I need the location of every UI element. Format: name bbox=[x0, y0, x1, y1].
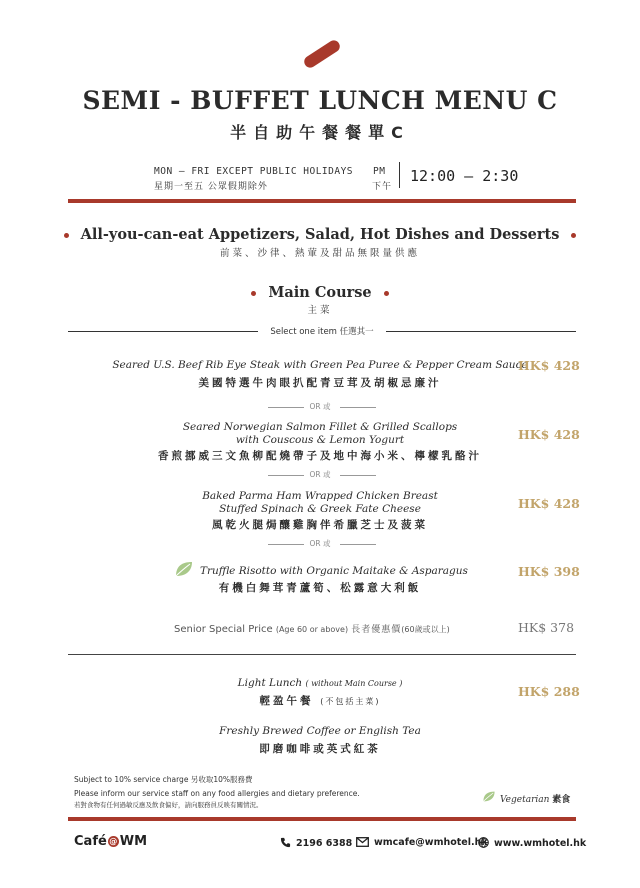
dish-4-name: Truffle Risotto with Organic Maitake & Asparagus bbox=[200, 565, 468, 577]
mail-icon bbox=[356, 837, 369, 847]
cafe-wm-logo: Café @ WM bbox=[74, 834, 148, 849]
email-contact[interactable]: wmcafe@wmhotel.hk bbox=[356, 837, 488, 848]
leaf-icon bbox=[174, 560, 194, 578]
at-icon: @ bbox=[109, 837, 118, 846]
bullet-icon bbox=[64, 233, 69, 238]
bullet-icon bbox=[571, 233, 576, 238]
bullet-icon bbox=[251, 291, 256, 296]
dish-2-name-cn: 香煎挪威三文魚柳配燒帶子及地中海小米、檸檬乳酪汁 bbox=[158, 450, 482, 462]
senior-special: Senior Special Price (Age 60 or above) 長者優惠價(60歲或以上) bbox=[174, 624, 450, 635]
buffet-heading: All-you-can-eat Appetizers, Salad, Hot Dishes and Desserts bbox=[0, 226, 640, 243]
coffee-tea: Freshly Brewed Coffee or English Tea bbox=[219, 725, 421, 737]
schedule-days: MON – FRI EXCEPT PUBLIC HOLIDAYS bbox=[154, 166, 354, 177]
globe-icon bbox=[478, 837, 489, 848]
schedule-divider bbox=[399, 162, 400, 188]
light-lunch-price: HK$ 288 bbox=[518, 684, 580, 699]
dish-3-name-cn: 風乾火腿焗釀雞胸伴希臘芝士及菠菜 bbox=[212, 519, 428, 531]
website-contact[interactable]: www.wmhotel.hk bbox=[478, 837, 586, 849]
main-course-heading-cn: 主菜 bbox=[307, 305, 333, 316]
allergy-note-cn: 若對食物有任何過敏反應及飲食偏好，請向服務員反映有關情況。 bbox=[74, 801, 263, 809]
footer-rule bbox=[68, 817, 576, 821]
leaf-icon bbox=[482, 790, 496, 803]
dish-3-name-line2: Stuffed Spinach & Greek Fate Cheese bbox=[219, 503, 421, 515]
dish-4-name-cn: 有機白舞茸青蘆筍、松露意大利飯 bbox=[218, 582, 422, 594]
senior-price: HK$ 378 bbox=[518, 620, 575, 635]
phone-icon bbox=[280, 837, 291, 848]
vegetarian-legend: Vegetarian 素食 bbox=[500, 795, 571, 805]
divider bbox=[386, 331, 576, 332]
header-rule bbox=[68, 199, 576, 203]
dish-2-name-line1: Seared Norwegian Salmon Fillet & Grilled Scallops bbox=[182, 421, 458, 433]
phone-contact[interactable]: 2196 6388 bbox=[280, 837, 352, 849]
dish-1-price: HK$ 428 bbox=[518, 358, 580, 373]
dish-2-price: HK$ 428 bbox=[518, 427, 580, 442]
brand-mark bbox=[302, 38, 342, 70]
or-separator: OR 或 bbox=[0, 538, 640, 550]
coffee-tea-cn: 即磨咖啡或英式紅茶 bbox=[259, 743, 381, 755]
dish-1-name: Seared U.S. Beef Rib Eye Steak with Green Pea Puree & Pepper Cream Sauce bbox=[112, 359, 528, 371]
buffet-heading-cn: 前菜、沙律、熱葷及甜品無限量供應 bbox=[219, 248, 420, 259]
dish-4-price: HK$ 398 bbox=[518, 564, 580, 579]
main-course-heading: Main Course bbox=[0, 284, 640, 301]
service-charge-note: Subject to 10% service charge 另收取10%服務費 bbox=[74, 775, 253, 784]
bullet-icon bbox=[384, 291, 389, 296]
dish-3-name-line1: Baked Parma Ham Wrapped Chicken Breast bbox=[202, 490, 438, 502]
section-divider bbox=[68, 654, 576, 655]
schedule-days-cn: 星期一至五 公眾假期除外 bbox=[154, 182, 268, 192]
select-label: Select one item 任選其一 bbox=[270, 327, 374, 337]
or-separator: OR 或 bbox=[0, 401, 640, 413]
or-separator: OR 或 bbox=[0, 469, 640, 481]
allergy-note: Please inform our service staff on any food allergies and dietary preference. bbox=[74, 789, 360, 798]
menu-title-cn: 半自助午餐餐單C bbox=[230, 123, 410, 142]
light-lunch-title-cn: 輕盈午餐 (不包括主菜) bbox=[259, 695, 381, 707]
select-one-row bbox=[68, 325, 576, 339]
schedule-pm-cn: 下午 bbox=[372, 182, 393, 192]
menu-title: SEMI - BUFFET LUNCH MENU C bbox=[82, 86, 558, 115]
dish-3-price: HK$ 428 bbox=[518, 496, 580, 511]
dish-1-name-cn: 美國特選牛肉眼扒配青豆茸及胡椒忌廉汁 bbox=[198, 377, 442, 389]
dish-2-name-line2: with Couscous & Lemon Yogurt bbox=[235, 434, 405, 446]
schedule-time: 12:00 – 2:30 bbox=[410, 167, 519, 185]
light-lunch-title: Light Lunch ( without Main Course ) bbox=[237, 677, 403, 689]
schedule-pm: PM bbox=[373, 166, 386, 177]
